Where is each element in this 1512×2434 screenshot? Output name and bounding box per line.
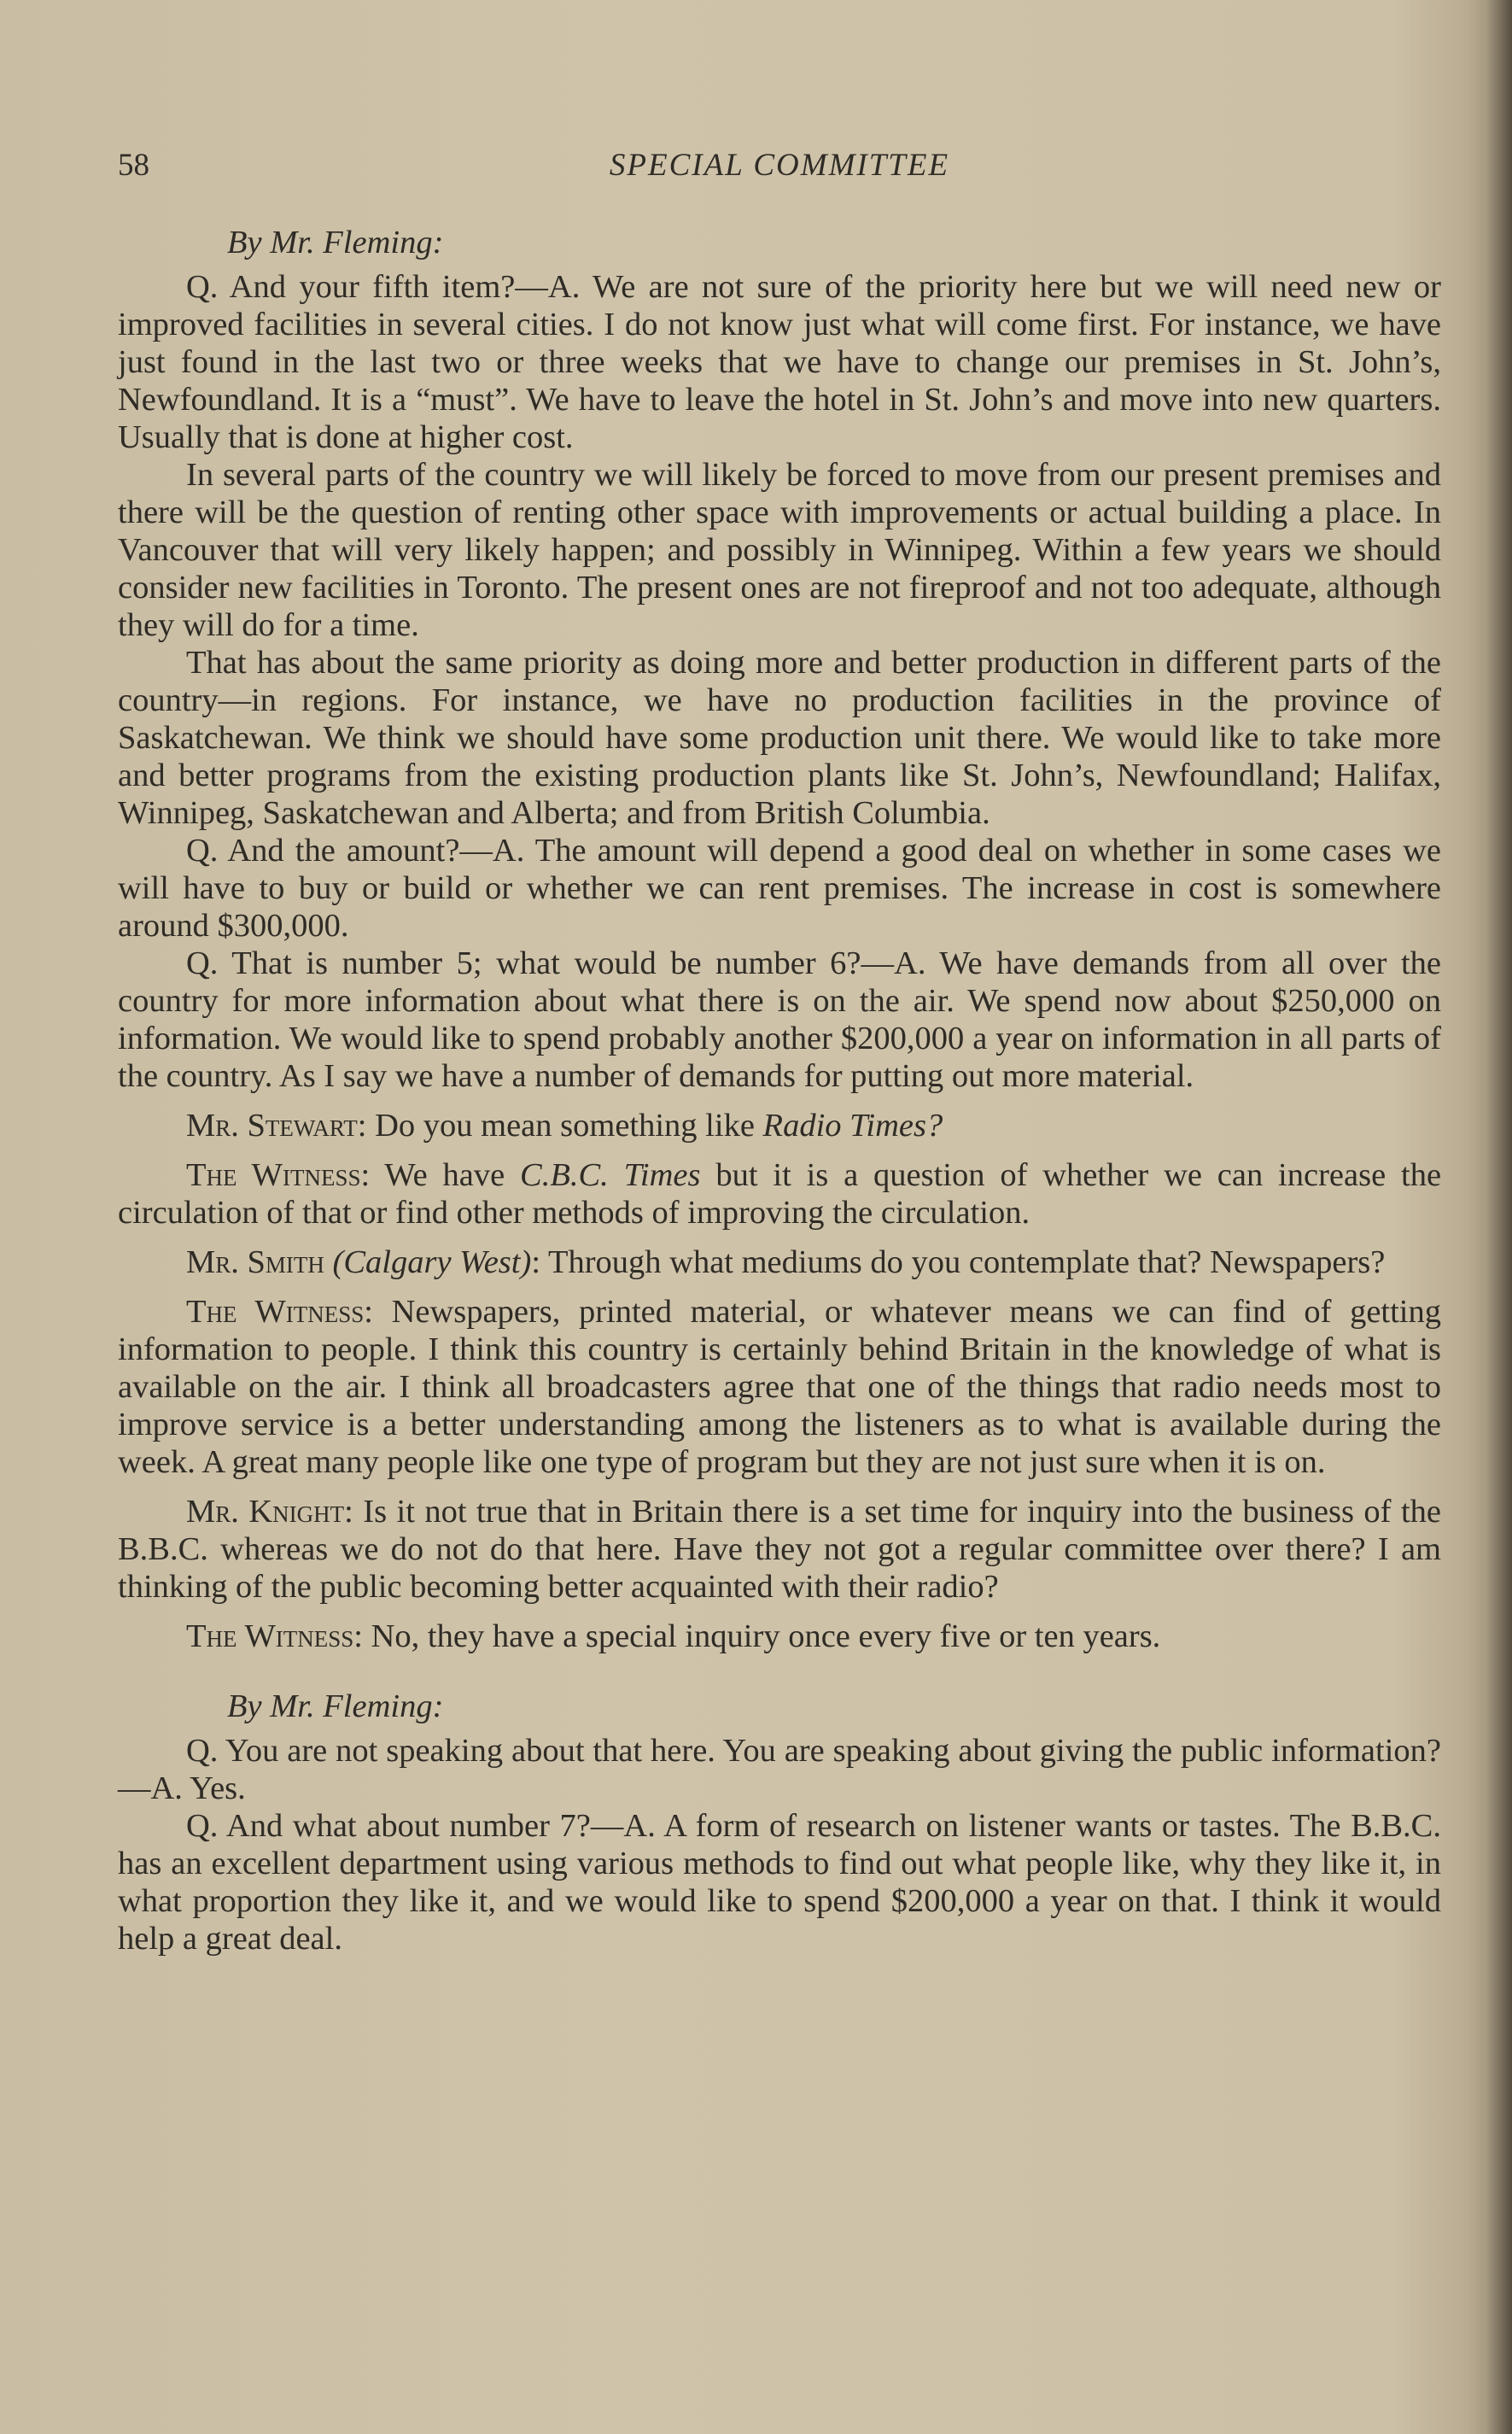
speaker-name: The Witness: (186, 1157, 371, 1193)
paragraph: Q. And your fifth item?—A. We are not sure of the priority here but we will need new or improved facilities in several cities. I do not know just what will come first. For instance, we have just found in the last two or three weeks that we have to change our premises in St. John’s, Newfoundland. It is a “must”. We have to leave the hotel in St. John’s and move into new quarters. Usually that is done at higher cost. (118, 269, 1441, 455)
page-body (118, 224, 1441, 1957)
paragraph: Q. And what about number 7?—A. A form of research on listener wants or tastes. The B.B.C. has an excellent department using various methods to find out what people like, why they like it, in what proportion they like it, and we would like to spend $200,000 a year on that. I think it would help a great deal. (118, 1808, 1441, 1957)
section-heading: By Mr. Fleming: (227, 225, 444, 260)
speech-stewart (118, 1107, 1441, 1144)
speech-witness (118, 1618, 1441, 1655)
speech-text: Is it not true that in Britain there is a set time for inquiry into the business of the B.B.C. whereas we do not do that here. Have they not got a regular committee over there? I am thinking of the public becoming better acquainted with their radio? (118, 1494, 1441, 1605)
section-heading: By Mr. Fleming: (227, 1688, 444, 1724)
page-number: 58 (118, 148, 149, 183)
speech-italic: C.B.C. Times (520, 1157, 701, 1193)
speech-knight (118, 1493, 1441, 1606)
paragraph: That has about the same priority as doing more and better production in different parts of the country—in regions. For instance, we have no production facilities in the province of Saskatchewan. We think we should have some production unit there. We would like to take more and better programs from the existing production plants like St. John’s, Newfoundland; Halifax, Winnipeg, Saskatchewan and Alberta; and from British Columbia. (118, 645, 1441, 831)
speech-text: but it is a question of whether we can increase the circulation of that or find other methods of improving the circulation. (118, 1157, 1442, 1231)
speech-text: No, they have a special inquiry once every five or ten years. (371, 1618, 1161, 1654)
speech-text: : Through what mediums do you contemplate that? Newspapers? (531, 1244, 1386, 1280)
paragraph: Q. You are not speaking about that here. You are speaking about giving the public information?—A. Yes. (118, 1733, 1441, 1806)
speech-italic: Radio Times? (762, 1108, 943, 1144)
speech-smith (118, 1243, 1441, 1281)
speaker-name: Mr. Smith (186, 1244, 324, 1280)
page-header (118, 147, 1441, 190)
running-title: SPECIAL COMMITTEE (609, 148, 950, 183)
paragraph: Q. And the amount?—A. The amount will depend a good deal on whether in some cases we will have to buy or build or whether we can rent premises. The increase in cost is somewhere around $300,000. (118, 833, 1441, 944)
speech-text: Do you mean something like (375, 1108, 755, 1144)
speaker-name: The Witness: (186, 1294, 373, 1330)
speaker-name: Mr. Knight: (186, 1494, 353, 1530)
speech-text: We have (384, 1157, 505, 1193)
speaker-name: The Witness: (186, 1618, 363, 1654)
speech-text: Newspapers, printed material, or whatever means we can find of getting information to people. I think this country is certainly behind Britain in the knowledge of what is available on the air. I think all broadcasters agree that one of the things that radio needs most to improve service is a better understanding among the listeners as to what is available during the week. A great many people like one type of program but they are not just sure when it is on. (118, 1294, 1442, 1480)
paragraph: In several parts of the country we will likely be forced to move from our present premises and there will be the question of renting other space with improvements or actual building a place. In Vancouver that will very likely happen; and possibly in Winnipeg. Within a few years we should consider new facilities in Toronto. The present ones are not fireproof and not too adequate, although they will do for a time. (118, 457, 1441, 643)
speaker-name: Mr. Stewart: (186, 1108, 367, 1144)
paragraph: Q. That is number 5; what would be number 6?—A. We have demands from all over the country for more information about what there is on the air. We spend now about $250,000 on information. We would like to spend probably another $200,000 a year on information in all parts of the country. As I say we have a number of demands for putting out more material. (118, 945, 1441, 1094)
speech-witness (118, 1156, 1441, 1232)
speech-italic: (Calgary West) (332, 1244, 532, 1280)
speech-witness (118, 1293, 1441, 1481)
book-spine-shadow (1486, 0, 1512, 2434)
